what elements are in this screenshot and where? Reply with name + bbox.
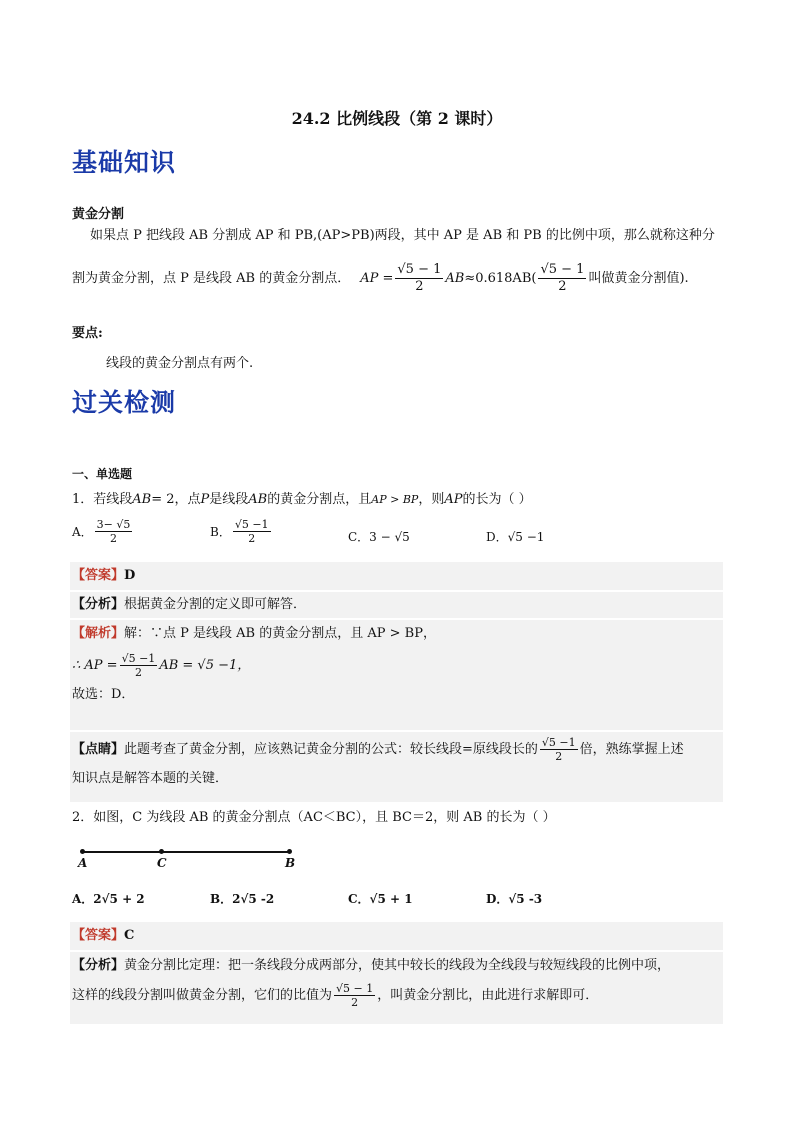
q1-solution-2b: AB = √5 −1， <box>159 657 251 673</box>
section-heading-basics: 基础知识 <box>72 148 177 177</box>
q1-comment-num: √5 −1 <box>541 736 576 749</box>
formula-approx: ≈0.618AB( <box>464 270 537 286</box>
q1-option-a-den: 2 <box>110 532 118 545</box>
q2-stem: 2．如图，C 为线段 AB 的黄金分割点（AC＜BC），且 BC＝2，则 AB 的长为（ ） <box>72 810 556 825</box>
q1-stem-h: AP > BP <box>371 493 419 506</box>
q2-option-c[interactable]: C．√5 + 1 <box>348 892 413 906</box>
golden-frac-num: √5 − 1 <box>397 262 442 277</box>
golden-frac-den: 2 <box>415 279 424 294</box>
q2-answer: C <box>124 928 135 943</box>
q1-comment-tag: 【点睛】 <box>72 741 125 757</box>
q1-answer: D <box>124 568 136 583</box>
q2-point-a-label: A <box>78 856 88 870</box>
q1-option-b[interactable] <box>210 518 273 545</box>
q1-solution-frac <box>120 652 158 679</box>
q1-analysis-band <box>70 592 723 618</box>
q1-option-a-label: A． <box>72 525 93 539</box>
q1-option-b-den: 2 <box>248 532 256 545</box>
q2-answer-band <box>70 922 723 950</box>
q1-solution-line-2 <box>70 648 723 683</box>
q1-solution-tag: 【解析】 <box>72 626 125 641</box>
q1-comment-b: 倍，熟练掌握上述 <box>579 741 684 757</box>
q2-segment-line <box>82 851 290 853</box>
q1-stem-b: AB <box>132 492 152 507</box>
key-text: 线段的黄金分割点有两个. <box>106 356 254 371</box>
q1-solution-den: 2 <box>134 666 142 679</box>
q1-option-a[interactable] <box>72 518 134 545</box>
q1-stem-a: 1．若线段 <box>72 492 133 507</box>
q1-option-c[interactable]: C．3 − √5 <box>348 530 410 544</box>
golden-label: 黄金分割 <box>72 207 125 222</box>
q1-comment-den: 2 <box>555 750 563 763</box>
golden-para-1: 如果点 P 把线段 AB 分割成 AP 和 PB,(AP>PB)两段，其中 AP 是 AB 和 PB 的比例中项，那么就称这种分 <box>90 228 715 243</box>
q2-option-b[interactable]: B．2√5 -2 <box>210 892 275 906</box>
q1-option-b-label: B． <box>210 525 231 539</box>
q1-option-b-num: √5 −1 <box>234 518 269 531</box>
formula-lhs: AP = <box>360 270 394 286</box>
q1-analysis-tag: 【分析】 <box>72 597 125 612</box>
golden-fraction-2 <box>538 262 586 295</box>
golden-para-2 <box>72 262 732 295</box>
q1-solution-line-3: 故选：D． <box>72 687 135 702</box>
q1-stem-i: ，则 <box>418 492 445 507</box>
q1-stem <box>72 490 732 510</box>
key-label: 要点: <box>72 326 103 341</box>
q2-analysis-line-1: 黄金分割比定理：把一条线段分成两部分，使其中较长的线段为全线段与较短线段的比例中项， <box>124 958 671 973</box>
q1-stem-k: 的长为（ ） <box>462 492 532 507</box>
part-heading: 一、单选题 <box>72 467 133 481</box>
q1-stem-j: AP <box>444 492 463 507</box>
formula-approx-end: 叫做黄金分割值). <box>588 270 689 286</box>
q2-point-b-dot <box>287 849 292 854</box>
q1-answer-tag: 【答案】 <box>72 568 125 583</box>
q2-analysis-band <box>70 952 723 1024</box>
q1-option-d[interactable]: D．√5 −1 <box>486 530 545 544</box>
q1-comment-line-1 <box>70 732 723 767</box>
q1-option-a-num: 3− √5 <box>96 518 131 531</box>
q2-option-d[interactable]: D．√5 -3 <box>486 892 543 906</box>
golden-frac2-num: √5 − 1 <box>540 262 585 277</box>
q2-analysis-line-2 <box>70 980 723 1011</box>
q1-answer-band <box>70 562 723 590</box>
section-heading-test: 过关检测 <box>72 388 177 417</box>
q1-solution-band <box>70 620 723 730</box>
q2-analysis-tag: 【分析】 <box>72 958 125 973</box>
q2-point-c-label: C <box>157 856 167 870</box>
formula-ab: AB <box>445 270 465 286</box>
q1-comment-frac <box>540 736 578 763</box>
q2-answer-tag: 【答案】 <box>72 928 125 943</box>
q2-analysis-den: 2 <box>351 996 359 1009</box>
q1-stem-c: = 2，点 <box>151 492 201 507</box>
q1-option-b-frac <box>233 518 271 545</box>
q1-stem-d: P <box>200 492 210 507</box>
q2-option-a[interactable]: A．2√5 + 2 <box>72 892 145 906</box>
q1-option-a-frac <box>95 518 133 545</box>
q2-point-c-dot <box>159 849 164 854</box>
q1-comment-a: 此题考查了黄金分割，应该熟记黄金分割的公式：较长线段=原线段长的 <box>124 741 538 757</box>
q1-stem-g: 的黄金分割点，且 <box>267 492 372 507</box>
q1-analysis: 根据黄金分割的定义即可解答． <box>124 597 307 612</box>
golden-para-2-start: 割为黄金分割，点 P 是线段 AB 的黄金分割点． <box>72 270 351 286</box>
q2-analysis-2b: ，叫黄金分割比，由此进行求解即可． <box>377 987 599 1003</box>
q1-solution-2a: ∴ AP = <box>72 657 118 673</box>
q1-stem-e: 是线段 <box>209 492 249 507</box>
golden-frac2-den: 2 <box>558 279 567 294</box>
q2-analysis-num: √5 − 1 <box>336 982 374 995</box>
golden-fraction <box>395 262 443 295</box>
q1-solution-num: √5 −1 <box>121 652 156 665</box>
q1-stem-f: AB <box>248 492 268 507</box>
q2-point-b-label: B <box>285 856 296 870</box>
q2-analysis-frac <box>334 982 375 1009</box>
page-title: 24.2 比例线段（第 2 课时） <box>291 109 503 128</box>
q1-comment-band <box>70 732 723 802</box>
q2-analysis-2a: 这样的线段分割叫做黄金分割，它们的比值为 <box>72 987 333 1003</box>
q2-point-a-dot <box>80 849 85 854</box>
q1-solution-line-1: 解：∵点 P 是线段 AB 的黄金分割点，且 AP > BP， <box>124 626 436 641</box>
q1-comment-line-2: 知识点是解答本题的关键． <box>72 771 229 786</box>
